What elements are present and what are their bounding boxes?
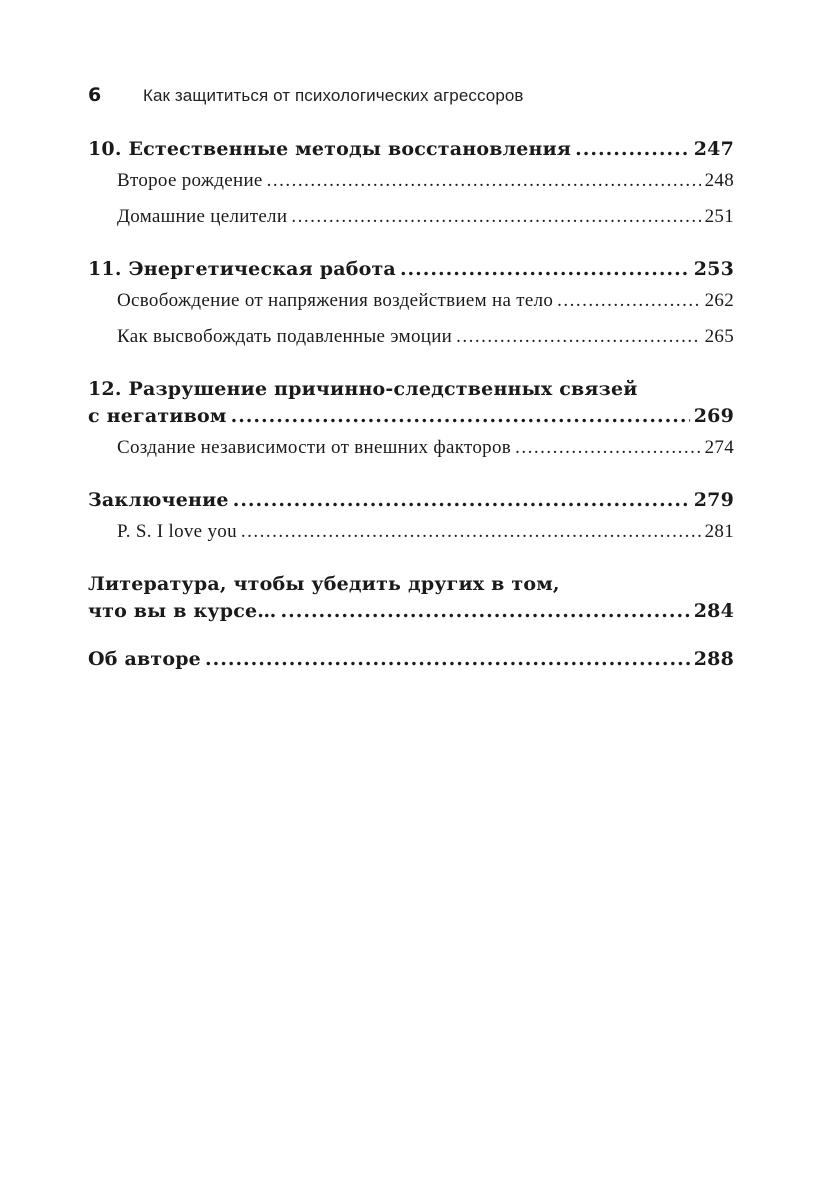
dot-leader	[575, 136, 690, 163]
table-of-contents	[88, 136, 734, 694]
toc-chapter-entry[interactable]	[88, 136, 734, 163]
toc-section-title: Домашние целители	[117, 206, 288, 227]
toc-section-title: Второе рождение	[117, 170, 263, 191]
toc-chapter-title: с негативом	[88, 405, 227, 427]
toc-section-entry[interactable]	[88, 199, 734, 235]
dot-leader	[400, 256, 690, 283]
dot-leader	[557, 283, 700, 319]
toc-section-page: 248	[704, 170, 734, 191]
dot-leader	[267, 163, 701, 199]
toc-chapter-title-line1[interactable]: Литература, чтобы убедить других в том,	[88, 573, 560, 595]
running-head	[88, 84, 748, 112]
toc-chapter-entry[interactable]	[88, 646, 734, 673]
page-number: 6	[88, 84, 102, 106]
dot-leader	[231, 403, 690, 430]
toc-section-entry[interactable]	[88, 319, 734, 355]
dot-leader	[515, 430, 701, 466]
toc-section-title: Как высвобождать подавленные эмоции	[117, 326, 453, 347]
toc-section-title: P. S. I love you	[117, 521, 237, 542]
toc-chapter-conclusion	[88, 487, 734, 550]
toc-chapter-page: 269	[693, 405, 734, 427]
toc-chapter-title: что вы в курсе…	[88, 600, 277, 622]
toc-section-entry[interactable]	[88, 163, 734, 199]
toc-chapter-title: Об авторе	[88, 648, 201, 670]
toc-chapter-page: 247	[693, 138, 734, 160]
toc-section-entry[interactable]	[88, 430, 734, 466]
toc-section-page: 262	[704, 290, 734, 311]
toc-chapter-entry[interactable]	[88, 403, 734, 430]
dot-leader	[205, 646, 690, 673]
toc-chapter-page: 284	[693, 600, 734, 622]
dot-leader	[456, 319, 700, 355]
toc-section-title: Освобождение от напряжения воздействием на тело	[117, 290, 554, 311]
dot-leader	[291, 199, 700, 235]
toc-chapter-11	[88, 256, 734, 355]
toc-chapter-12	[88, 376, 734, 466]
toc-section-entry[interactable]	[88, 514, 734, 550]
toc-chapter-page: 279	[693, 489, 734, 511]
dot-leader	[241, 514, 701, 550]
toc-chapter-about-author	[88, 646, 734, 673]
toc-section-page: 281	[704, 521, 734, 542]
toc-chapter-entry[interactable]	[88, 598, 734, 625]
toc-chapter-title: 10. Естественные методы восстановления	[88, 138, 572, 160]
toc-chapter-entry[interactable]	[88, 487, 734, 514]
toc-chapter-title: 11. Энергетическая работа	[88, 258, 396, 280]
dot-leader	[280, 598, 689, 625]
toc-chapter-page: 288	[693, 648, 734, 670]
toc-section-title: Создание независимости от внешних факторов	[117, 437, 512, 458]
toc-chapter-page: 253	[693, 258, 734, 280]
toc-chapter-10	[88, 136, 734, 235]
toc-chapter-title-line1[interactable]: 12. Разрушение причинно-следственных связей	[88, 378, 638, 400]
toc-chapter-entry[interactable]	[88, 256, 734, 283]
toc-chapter-literature	[88, 571, 734, 625]
dot-leader	[233, 487, 690, 514]
toc-section-entry[interactable]	[88, 283, 734, 319]
toc-chapter-title: Заключение	[88, 489, 229, 511]
toc-section-page: 274	[704, 437, 734, 458]
toc-section-page: 251	[704, 206, 734, 227]
book-title: Как защититься от психологических агрессоров	[143, 86, 524, 105]
toc-section-page: 265	[704, 326, 734, 347]
